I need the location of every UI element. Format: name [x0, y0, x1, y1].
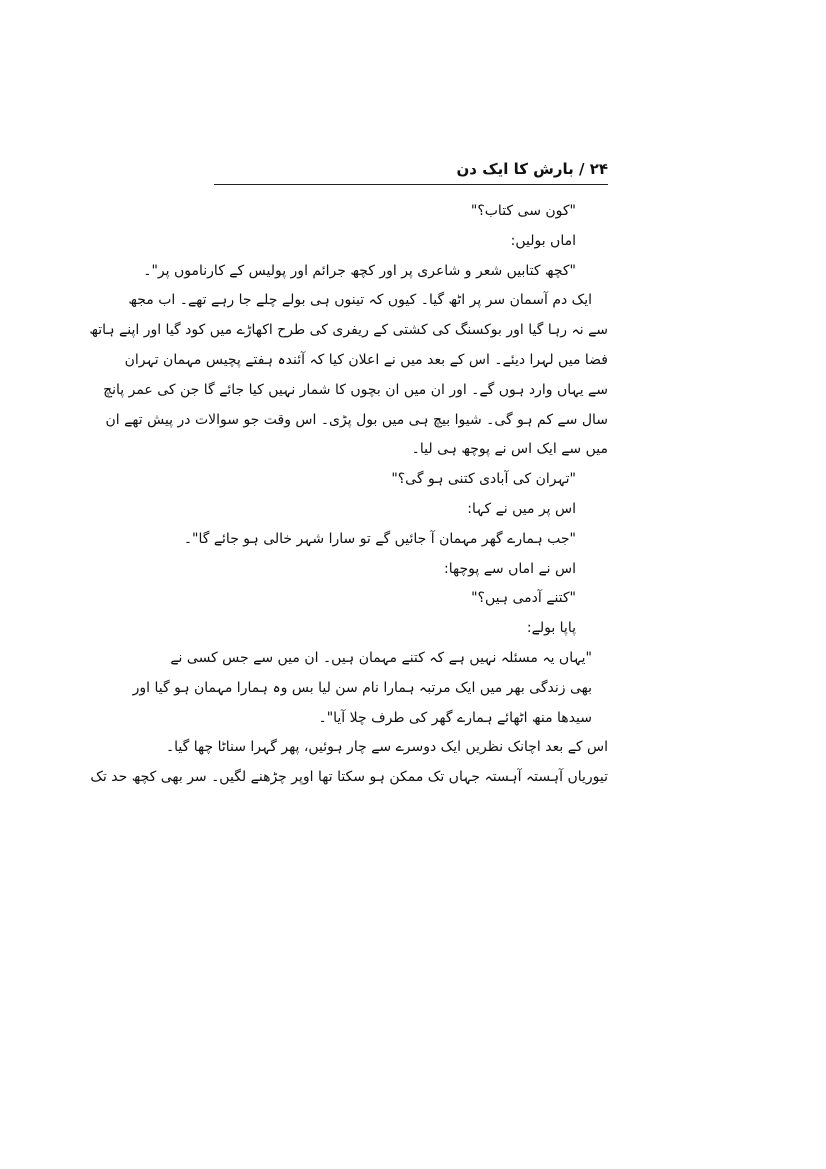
- text-line: "کچھ کتابیں شعر و شاعری پر اور کچھ جرائم اور پولیس کے کارناموں پر"۔: [143, 262, 576, 279]
- text-line: "جب ہمارے گھر مہمان آ جائیں گے تو سارا شہر خالی ہو جائے گا"۔: [183, 530, 576, 547]
- text-line: ایک دم آسمان سر پر اٹھ گیا۔ کیوں کہ تینوں ہی بولے چلے جا رہے تھے۔ اب مجھ: [128, 292, 592, 309]
- text-line: پاپا بولے:: [526, 620, 576, 637]
- text-line: "کتنے آدمی ہیں؟": [471, 590, 576, 607]
- text-line: "تہران کی آبادی کتنی ہو گی؟": [391, 471, 576, 488]
- text-line: میں سے ایک اس نے پوچھ ہی لیا۔: [411, 441, 608, 458]
- running-head: ۲۴ / بارش کا ایک دن: [456, 160, 608, 178]
- text-line: اس کے بعد اچانک نظریں ایک دوسرے سے چار ہوئیں، پھر گہرا سناٹا چھا گیا۔: [165, 739, 608, 756]
- page-body-text: [89, 197, 608, 793]
- text-line: بھی زندگی بھر میں ایک مرتبہ ہمارا نام سن لیا بس وہ ہمارا مہمان ہو گیا اور: [132, 679, 592, 696]
- text-line: اس پر میں نے کہا:: [467, 500, 576, 517]
- text-line: سے یہاں وارد ہوں گے۔ اور ان میں ان بچوں کا شمار نہیں کیا جائے گا جن کی عمر پانچ: [103, 381, 608, 398]
- text-line: سیدھا منھ اٹھائے ہمارے گھر کی طرف چلا آیا"۔: [318, 709, 592, 726]
- header-rule: [214, 184, 608, 185]
- text-line: اس نے اماں سے پوچھا:: [444, 560, 576, 577]
- text-line: تیوریاں آہستہ آہستہ جہاں تک ممکن ہو سکتا تھا اوپر چڑھنے لگیں۔ سر بھی کچھ حد تک: [90, 769, 608, 786]
- text-line: "کون سی کتاب؟": [470, 203, 576, 219]
- text-line: فضا میں لہرا دیئے۔ اس کے بعد میں نے اعلان کیا کہ آئندہ ہفتے پچیس مہمان تہران: [124, 351, 608, 368]
- text-line: سے نہ رہا گیا اور بوکسنگ کی کشتی کے ریفری کی طرح اکھاڑے میں کود گیا اور اپنے ہاتھ: [89, 322, 608, 339]
- text-line: اماں بولیں:: [510, 232, 576, 249]
- text-line: "یہاں یہ مسئلہ نہیں ہے کہ کتنے مہمان ہیں۔ ان میں سے جس کسی نے: [170, 649, 592, 666]
- text-line: سال سے کم ہو گی۔ شیوا بیچ ہی میں بول پڑی۔ اس وقت جو سوالات در پیش تھے ان: [105, 411, 608, 428]
